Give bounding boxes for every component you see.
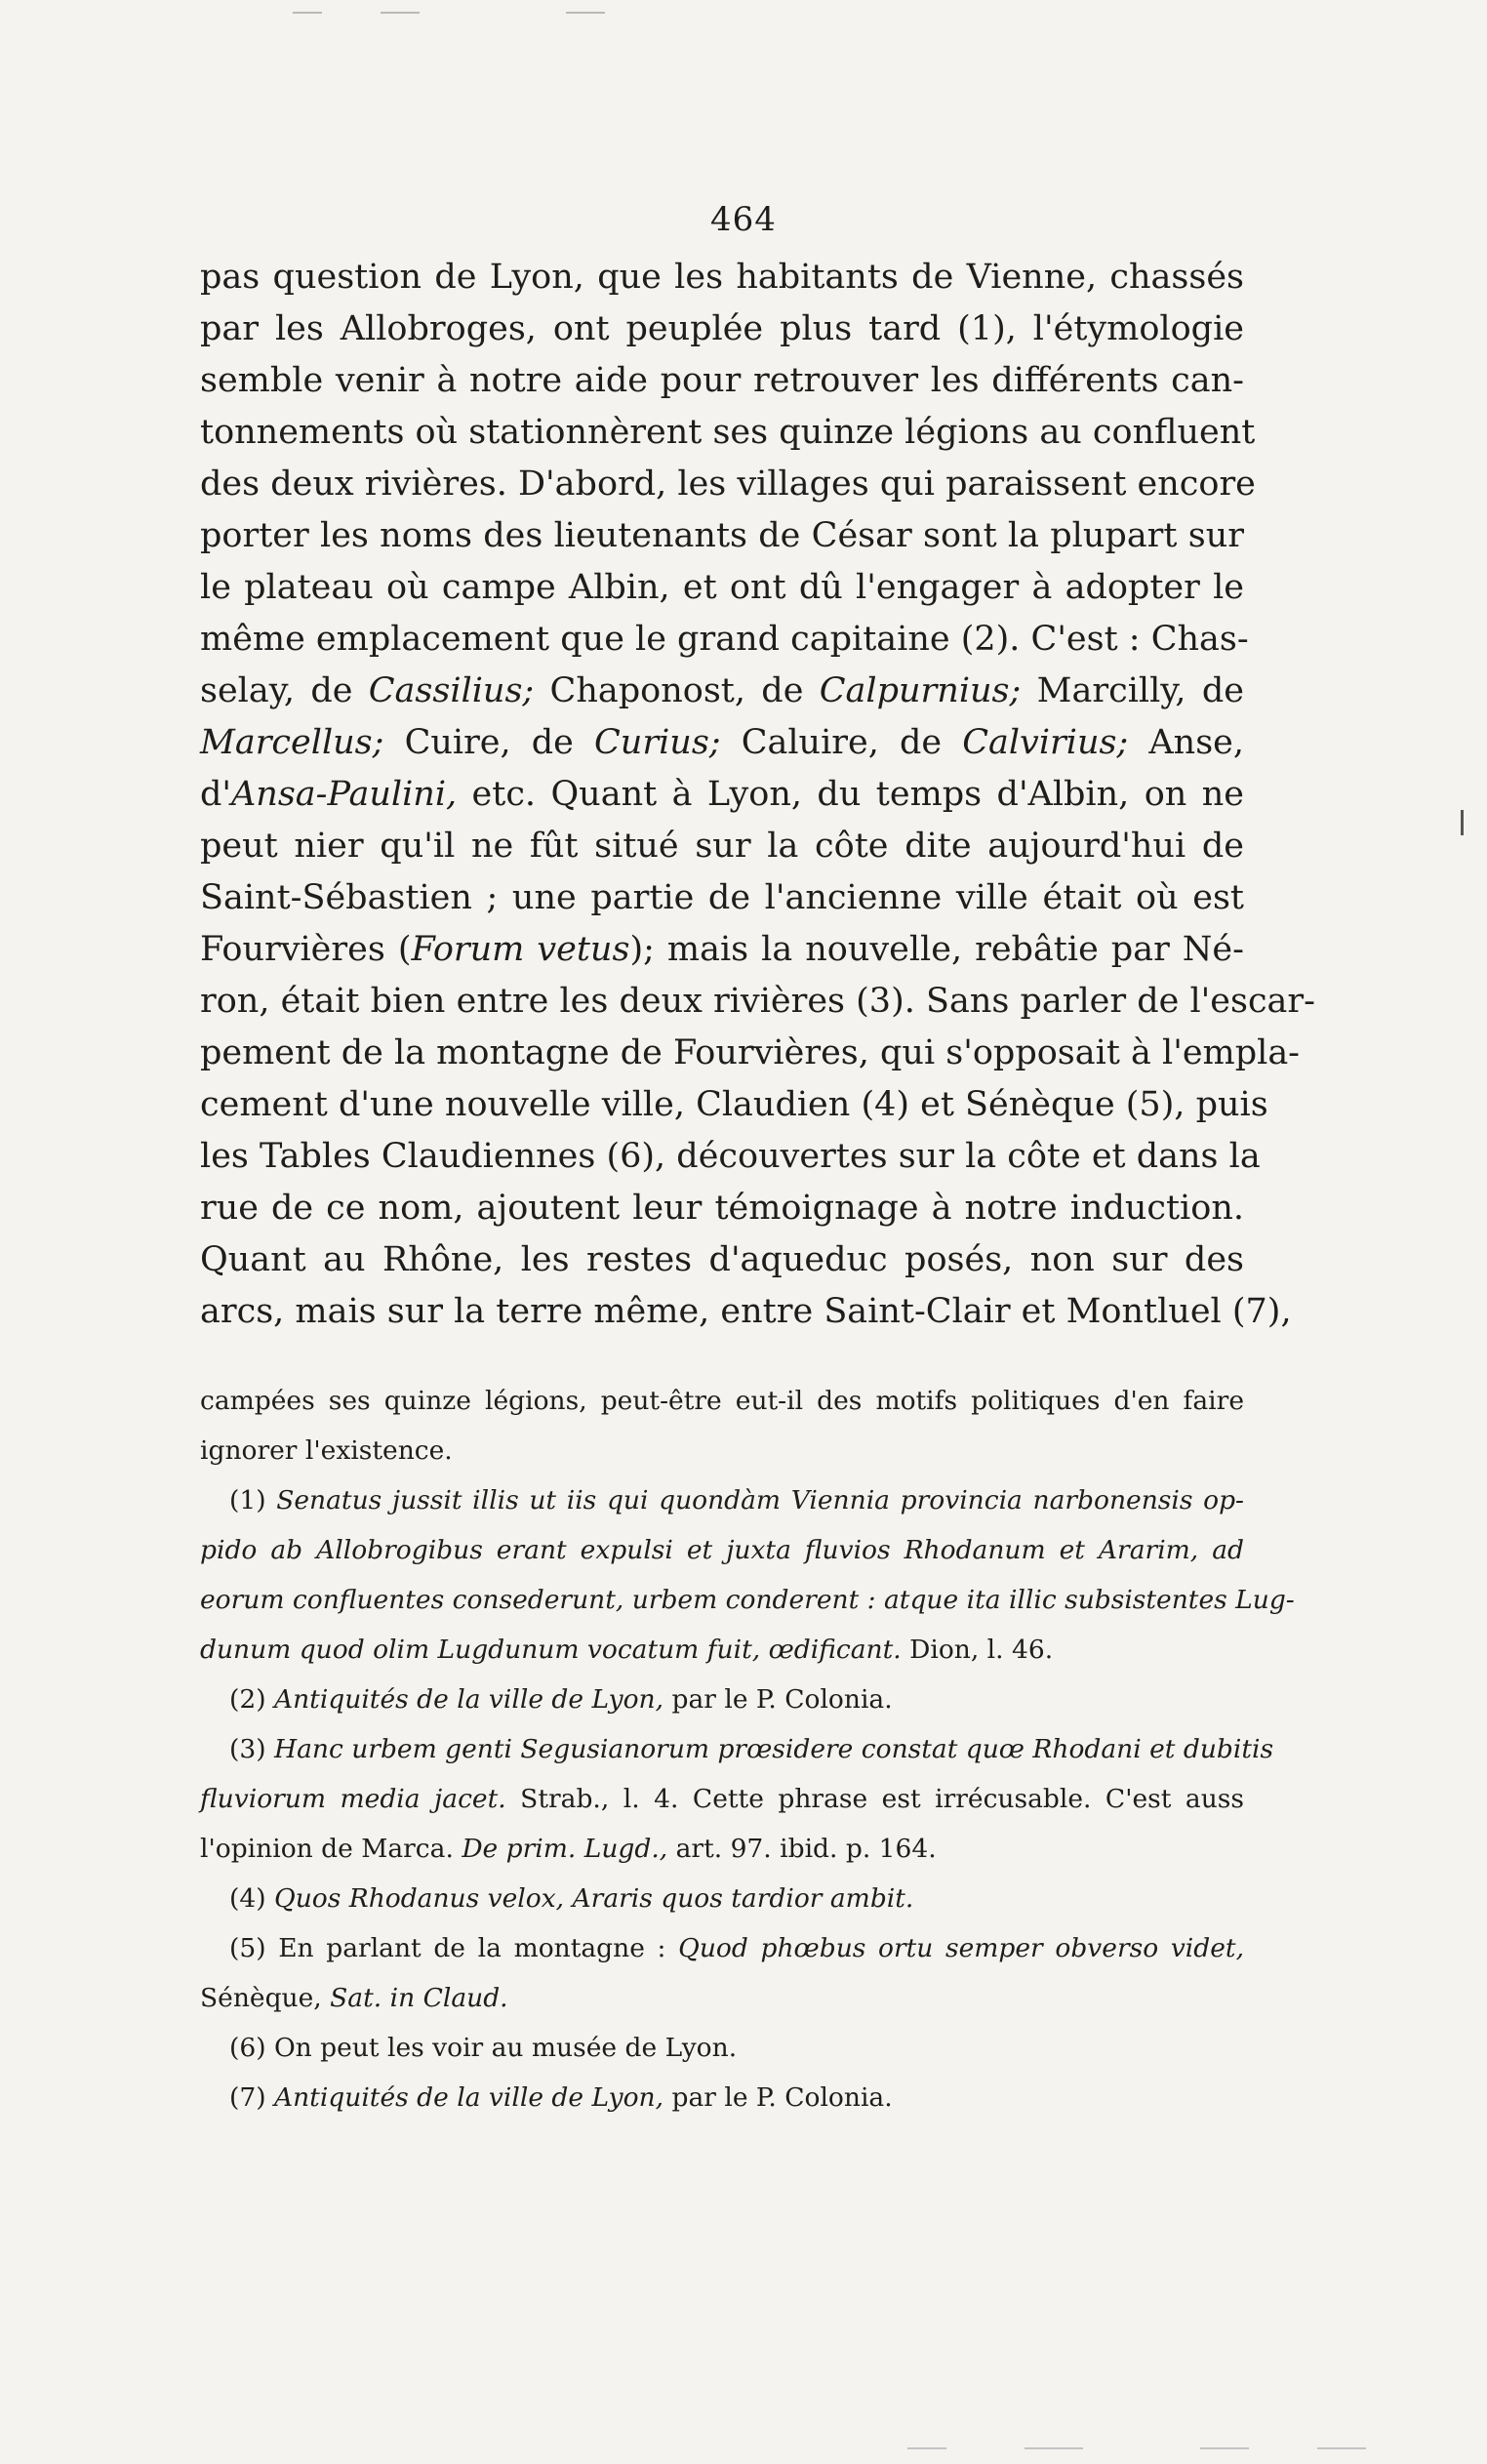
- footnote-line: [200, 1824, 1244, 1874]
- text-segment: arcs, mais sur la terre même, entre Saint-Clair et Montluel (7),: [200, 1292, 1292, 1331]
- text-segment: (7): [229, 2082, 274, 2113]
- text-segment: (3): [229, 1734, 274, 1764]
- text-line: [200, 407, 1256, 459]
- text-segment: ignorer l'existence.: [200, 1435, 453, 1466]
- text-segment: Caluire, de: [720, 723, 963, 762]
- text-line: [200, 614, 1249, 666]
- footnote-line: [200, 1475, 1244, 1525]
- page-number: 464: [710, 200, 777, 239]
- italic-segment: Senatus jussit illis ut iis qui quondàm Viennia provincia narbonensis op-: [276, 1485, 1244, 1515]
- text-segment: par les Allobroges, ont peuplée plus tard (1), l'étymologie: [200, 309, 1244, 348]
- text-line: [200, 252, 1244, 303]
- text-line: [200, 924, 1244, 976]
- margin-mark: [1461, 810, 1464, 835]
- footnote-line: [200, 1973, 1244, 2023]
- text-segment: par le P. Colonia.: [663, 1684, 893, 1715]
- footnote-line: [200, 1525, 1244, 1575]
- italic-segment: Cassilius;: [368, 671, 535, 710]
- main-text: [200, 252, 1315, 1338]
- italic-segment: Ansa-Paulini,: [231, 775, 458, 814]
- footnote-line: [200, 1874, 1244, 1923]
- italic-segment: Sat. in Claud.: [330, 1983, 508, 2013]
- text-segment: Anse,: [1128, 723, 1244, 762]
- text-segment: (6) On peut les voir au musée de Lyon.: [229, 2033, 738, 2063]
- text-segment: d': [200, 775, 232, 814]
- text-segment: ron, était bien entre les deux rivières (3). Sans parler de l'escar-: [200, 982, 1315, 1021]
- italic-segment: pido ab Allobrogibus erant expulsi et juxta fluvios Rhodanum et Ararim,: [200, 1535, 1199, 1565]
- text-line: [200, 303, 1244, 355]
- text-line: [200, 459, 1256, 510]
- text-segment: Fourvières (: [200, 930, 412, 969]
- text-line: [200, 666, 1244, 717]
- text-segment: selay, de: [200, 671, 369, 710]
- italic-segment: Calvirius;: [962, 723, 1129, 762]
- text-segment: pement de la montagne de Fourvières, qui s'opposait à l'empla-: [200, 1033, 1301, 1072]
- text-segment: même emplacement que le grand capitaine (2). C'est : Chas-: [200, 620, 1249, 659]
- text-segment: tonnements où stationnèrent ses quinze légions au confluent: [200, 413, 1256, 452]
- text-segment: Strab., l. 4. Cette phrase est irrécusable. C'est auss: [505, 1784, 1244, 1814]
- text-segment: (2): [229, 1684, 274, 1715]
- scan-edge-marks-bottom: [907, 2443, 1376, 2456]
- text-segment: Saint-Sébastien ; une partie de l'ancienne ville était où est: [200, 878, 1244, 917]
- footnote-line: [200, 1426, 1244, 1475]
- text-line: [200, 717, 1244, 769]
- italic-segment: Marcellus;: [200, 723, 384, 762]
- text-line: [200, 510, 1244, 562]
- italic-segment: Quod phœbus ortu semper obverso videt,: [678, 1933, 1244, 1963]
- text-line: [200, 1079, 1268, 1131]
- text-segment: ); mais la nouvelle, rebâtie par Né-: [629, 930, 1244, 969]
- text-line: [200, 562, 1244, 614]
- text-segment: des deux rivières. D'abord, les villages qui paraissent encore: [200, 465, 1256, 504]
- italic-segment: eorum confluentes consederunt, urbem conderent : atque ita illic subsistentes Lug-: [200, 1585, 1295, 1615]
- italic-segment: Antiquités de la ville de Lyon,: [273, 2082, 664, 2113]
- italic-segment: De prim. Lugd.,: [462, 1834, 668, 1864]
- text-segment: l'opinion de Marca.: [200, 1834, 462, 1864]
- text-line: [200, 872, 1244, 924]
- italic-segment: Hanc urbem genti Segusianorum prœsidere constat quœ Rhodani et dubitis: [273, 1734, 1274, 1764]
- footnote-line: [200, 1376, 1244, 1426]
- text-segment: etc. Quant à Lyon, du temps d'Albin, on ne: [457, 775, 1244, 814]
- italic-segment: Forum vetus: [411, 930, 630, 969]
- footnote-line: [200, 1675, 1244, 1724]
- text-segment: les Tables Claudiennes (6), découvertes sur la côte et dans la: [200, 1137, 1261, 1176]
- text-segment: (1): [229, 1485, 277, 1515]
- text-segment: pas question de Lyon, que les habitants de Vienne, chassés: [200, 258, 1244, 297]
- text-segment: Marcilly, de: [1021, 671, 1244, 710]
- text-line: [200, 976, 1315, 1028]
- text-line: [200, 821, 1244, 872]
- footnote-line: [200, 2073, 1244, 2122]
- text-segment: Cuire, de: [383, 723, 595, 762]
- text-segment: par le P. Colonia.: [663, 2082, 893, 2113]
- text-line: [200, 1131, 1261, 1183]
- footnote-line: [200, 1575, 1295, 1625]
- text-line: [200, 1234, 1244, 1286]
- text-segment: [1198, 1535, 1212, 1565]
- text-segment: art. 97. ibid. p. 164.: [667, 1834, 937, 1864]
- text-line: [200, 1286, 1292, 1338]
- italic-segment: Quos Rhodanus velox, Araris quos tardior ambit.: [273, 1883, 914, 1914]
- italic-segment: Antiquités de la ville de Lyon,: [273, 1684, 664, 1715]
- text-segment: Dion, l. 46.: [901, 1635, 1054, 1665]
- text-segment: rue de ce nom, ajoutent leur témoignage à notre induction.: [200, 1189, 1244, 1228]
- text-segment: (4): [229, 1883, 274, 1914]
- text-segment: porter les noms des lieutenants de César sont la plupart sur: [200, 516, 1244, 555]
- footnote-line: [200, 1724, 1274, 1774]
- footnote-line: [200, 1774, 1244, 1824]
- text-line: [200, 769, 1244, 821]
- footnotes: [200, 1376, 1295, 2122]
- text-segment: cement d'une nouvelle ville, Claudien (4) et Sénèque (5), puis: [200, 1085, 1268, 1124]
- footnote-line: [200, 1923, 1244, 1973]
- italic-segment: fluviorum media jacet.: [200, 1784, 506, 1814]
- text-segment: Sénèque,: [200, 1983, 331, 2013]
- text-segment: Quant au Rhône, les restes d'aqueduc posés, non sur des: [200, 1240, 1244, 1279]
- text-segment: Chaponost, de: [534, 671, 820, 710]
- footnote-line: [200, 1625, 1244, 1675]
- text-line: [200, 355, 1244, 407]
- text-line: [200, 1028, 1301, 1079]
- text-line: [200, 1183, 1244, 1234]
- text-segment: peut nier qu'il ne fût situé sur la côte dite aujourd'hui de: [200, 827, 1244, 866]
- italic-segment: dunum quod olim Lugdunum vocatum fuit, œdificant.: [200, 1635, 902, 1665]
- text-segment: campées ses quinze légions, peut-être eut-il des motifs politiques d'en faire: [200, 1386, 1244, 1416]
- text-segment: (5) En parlant de la montagne :: [229, 1933, 679, 1963]
- italic-segment: Calpurnius;: [819, 671, 1022, 710]
- footnote-line: [200, 2023, 1244, 2073]
- text-segment: semble venir à notre aide pour retrouver les différents can-: [200, 361, 1244, 400]
- italic-segment: Curius;: [594, 723, 721, 762]
- scan-edge-marks-top: [293, 6, 615, 20]
- italic-segment: ad: [1212, 1535, 1244, 1565]
- text-segment: le plateau où campe Albin, et ont dû l'engager à adopter le: [200, 568, 1244, 607]
